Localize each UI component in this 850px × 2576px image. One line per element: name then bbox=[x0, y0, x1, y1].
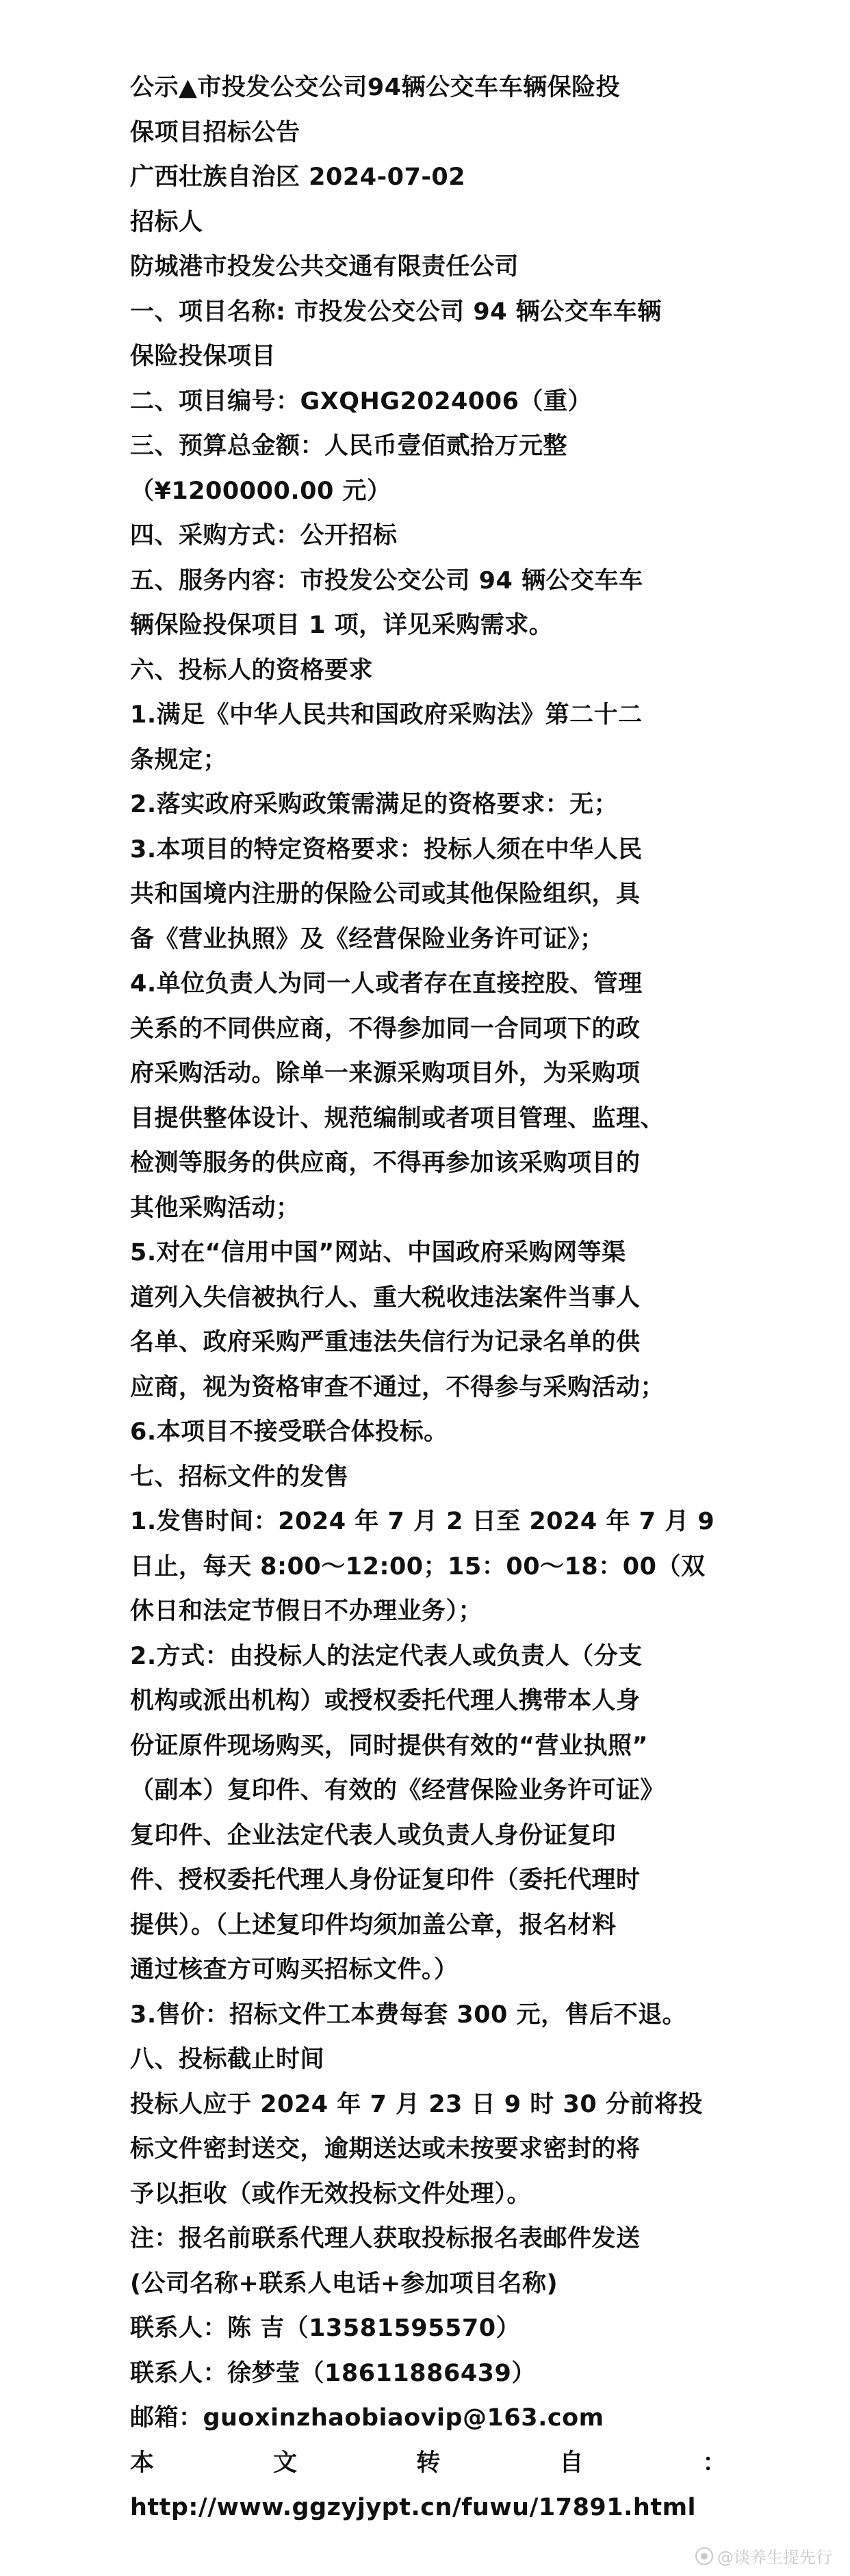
text-line: 七、招标文件的发售 bbox=[130, 1463, 349, 1491]
text-line: 保险投保项目 bbox=[130, 343, 276, 370]
source-char: 本 bbox=[130, 2449, 155, 2477]
text-line: （副本）复印件、有效的《经营保险业务许可证》 bbox=[130, 1777, 665, 1804]
text-line: 联系人：陈 吉（13581595570） bbox=[130, 2315, 521, 2342]
text-line: 1.发售时间：2024 年 7 月 2 日至 2024 年 7 月 9 bbox=[130, 1508, 715, 1535]
text-line: 份证原件现场购买，同时提供有效的“营业执照” bbox=[130, 1732, 649, 1760]
watermark-text: @谈养生提先行 bbox=[717, 2548, 832, 2567]
text-line: 广西壮族自治区 2024-07-02 bbox=[130, 164, 466, 191]
text-line: 日止，每天 8:00～12:00；15：00～18：00（双 bbox=[130, 1552, 706, 1580]
watermark bbox=[695, 2544, 832, 2568]
text-line: 四、采购方式：公开招标 bbox=[130, 522, 398, 549]
source-char: 自 bbox=[559, 2449, 584, 2477]
text-line: 二、项目编号：GXQHG2024006（重） bbox=[130, 387, 592, 415]
text-line: 提供）。（上述复印件均须加盖公章，报名材料 bbox=[130, 1911, 617, 1939]
text-line: 保项目招标公告 bbox=[130, 118, 300, 146]
text-line: 4.单位负责人为同一人或者存在直接控股、管理 bbox=[130, 970, 643, 998]
text-line: 3.本项目的特定资格要求：投标人须在中华人民 bbox=[130, 835, 643, 863]
text-line: 辆保险投保项目 1 项，详见采购需求。 bbox=[130, 612, 554, 639]
text-line: 其他采购活动； bbox=[130, 1194, 300, 1222]
source-char: 文 bbox=[273, 2449, 298, 2477]
text-line: 2.落实政府采购政策需满足的资格要求：无； bbox=[130, 791, 619, 818]
text-line: 八、投标截止时间 bbox=[130, 2046, 325, 2073]
text-line: 应商，视为资格审查不通过，不得参与采购活动； bbox=[130, 1373, 665, 1401]
text-line: 标文件密封送交，逾期送达或未按要求密封的将 bbox=[130, 2135, 641, 2163]
text-line: 防城港市投发公共交通有限责任公司 bbox=[130, 253, 519, 281]
text-line: 目提供整体设计、规范编制或者项目管理、监理、 bbox=[130, 1104, 665, 1132]
announcement-body bbox=[130, 66, 727, 2441]
text-line: 五、服务内容：市投发公交公司 94 辆公交车车 bbox=[130, 567, 643, 595]
source-url[interactable]: http://www.ggzyjypt.cn/fuwu/17891.html bbox=[130, 2494, 697, 2521]
text-line: 检测等服务的供应商，不得再参加该采购项目的 bbox=[130, 1149, 641, 1177]
text-line: 通过核查方可购买招标文件。） bbox=[130, 1956, 459, 1983]
text-line: （¥1200000.00 元） bbox=[130, 477, 391, 505]
text-line: 1.满足《中华人民共和国政府采购法》第二十二 bbox=[130, 701, 643, 729]
text-line: 5.对在“信用中国”网站、中国政府采购网等渠 bbox=[130, 1239, 626, 1266]
text-line: 一、项目名称: 市投发公交公司 94 辆公交车车辆 bbox=[130, 298, 662, 326]
text-line: 邮箱：guoxinzhaobiaovip@163.com bbox=[130, 2404, 604, 2432]
text-line: 件、授权委托代理人身份证复印件（委托代理时 bbox=[130, 1866, 641, 1894]
source-char: 转 bbox=[416, 2449, 441, 2477]
text-line: 投标人应于 2024 年 7 月 23 日 9 时 30 分前将投 bbox=[130, 2090, 703, 2118]
text-line: (公司名称+联系人电话+参加项目名称) bbox=[130, 2269, 558, 2298]
text-line: 六、投标人的资格要求 bbox=[130, 656, 374, 684]
text-line: 6.本项目不接受联合体投标。 bbox=[130, 1418, 448, 1446]
text-line: 招标人 bbox=[130, 208, 203, 236]
text-line: 名单、政府采购严重违法失信行为记录名单的供 bbox=[130, 1329, 641, 1356]
text-line: 予以拒收（或作无效投标文件处理）。 bbox=[130, 2180, 532, 2208]
source-char: ： bbox=[702, 2449, 727, 2477]
text-line: 府采购活动。除单一来源采购项目外，为采购项 bbox=[130, 1060, 641, 1087]
text-line: 注：报名前联系代理人获取投标报名表邮件发送 bbox=[130, 2225, 641, 2252]
text-line: 3.售价：招标文件工本费每套 300 元，售后不退。 bbox=[130, 2001, 687, 2029]
text-line: 关系的不同供应商，不得参加同一合同项下的政 bbox=[130, 1015, 641, 1043]
watermark-logo-icon bbox=[695, 2547, 713, 2565]
text-line: 条规定； bbox=[130, 746, 228, 774]
text-line: 共和国境内注册的保险公司或其他保险组织，具 bbox=[130, 881, 641, 908]
text-line: 备《营业执照》及《经营保险业务许可证》； bbox=[130, 925, 604, 953]
text-line: 机构或派出机构）或授权委托代理人携带本人身 bbox=[130, 1687, 641, 1715]
source-label bbox=[130, 2441, 727, 2486]
text-line: 三、预算总金额：人民币壹佰贰拾万元整 bbox=[130, 432, 568, 460]
text-line: 2.方式：由投标人的法定代表人或负责人（分支 bbox=[130, 1642, 643, 1670]
text-line: 道列入失信被执行人、重大税收违法案件当事人 bbox=[130, 1284, 641, 1312]
text-line: 联系人：徐梦莹（18611886439） bbox=[130, 2359, 536, 2387]
text-line: 休日和法定节假日不办理业务）； bbox=[130, 1598, 483, 1625]
text-line: 复印件、企业法定代表人或负责人身份证复印 bbox=[130, 1821, 617, 1849]
text-line: 公示▲市投发公交公司94辆公交车车辆保险投 bbox=[130, 74, 621, 101]
